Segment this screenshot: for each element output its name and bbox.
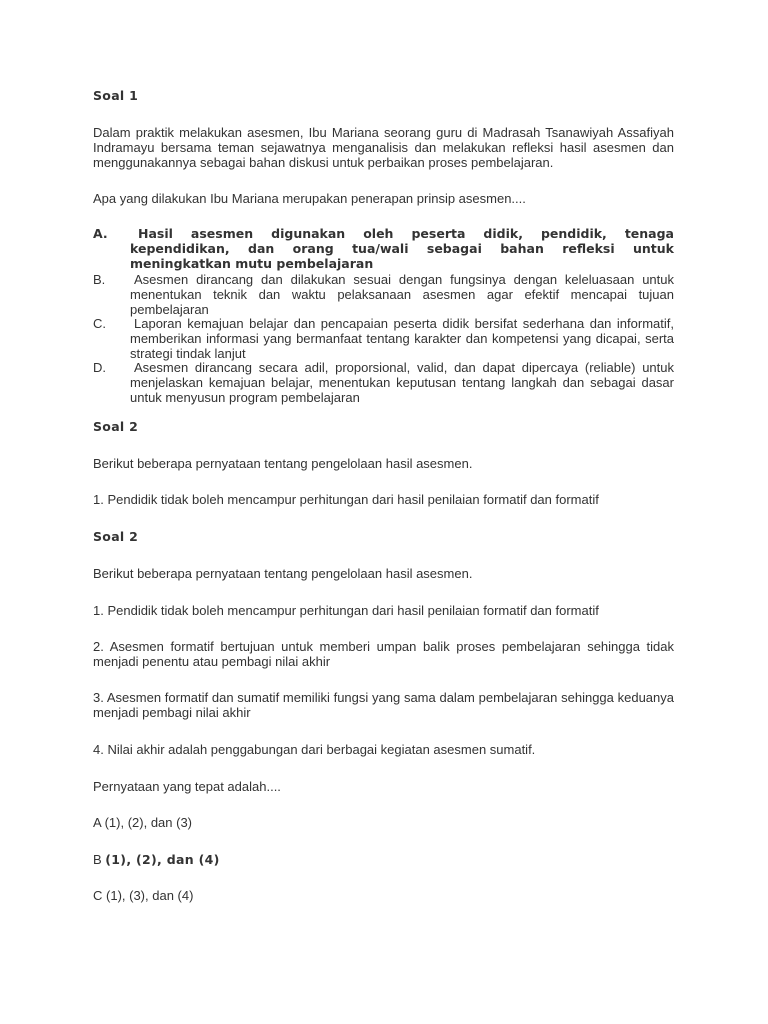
option-text: Asesmen dirancang dan dilakukan sesuai dengan fungsinya dengan keleluasaan untuk menentukan teknik dan waktu pelaksanaan asesmen agar efektif mencapai tujuan pembelajaran — [130, 272, 674, 317]
soal-1-heading: Soal 1 — [93, 88, 139, 103]
answer-text: (1), (2), dan (4) — [105, 852, 220, 867]
soal-1-question: Apa yang dilakukan Ibu Mariana merupakan penerapan prinsip asesmen.... — [93, 191, 526, 206]
soal-2-heading-repeat: Soal 2 — [93, 529, 139, 544]
soal-2-intro-repeat: Berikut beberapa pernyataan tentang pengelolaan hasil asesmen. — [93, 566, 473, 581]
soal-2-heading: Soal 2 — [93, 419, 139, 434]
soal-2-question: Pernyataan yang tepat adalah.... — [93, 779, 281, 794]
soal-2-answer-a — [93, 815, 192, 830]
option-letter: B. — [93, 272, 106, 287]
option-letter: A. — [93, 226, 108, 241]
answer-letter: B — [93, 852, 102, 867]
option-text: Laporan kemajuan belajar dan pencapaian peserta didik bersifat sederhana dan informatif, memberikan informasi yang bermanfaat tentang karakter dan kompetensi yang dicapai, serta strategi tindak lanjut — [130, 316, 674, 361]
soal-1-option-c — [93, 316, 674, 361]
answer-text: (1), (2), dan (3) — [104, 815, 193, 830]
soal-2-statement-4: 4. Nilai akhir adalah penggabungan dari berbagai kegiatan asesmen sumatif. — [93, 742, 536, 757]
soal-2-answer-b — [93, 852, 220, 867]
soal-1-option-a — [93, 226, 674, 271]
option-letter: C. — [93, 316, 106, 331]
option-text: Asesmen dirancang secara adil, proporsional, valid, dan dapat dipercaya (reliable) untuk menjelaskan kemajuan belajar, menentukan keputusan tentang langkah dan sebagai dasar untuk menyusun program pembelajaran — [130, 360, 674, 405]
answer-letter: C — [93, 888, 103, 903]
soal-2-statement-2: 2. Asesmen formatif bertujuan untuk memberi umpan balik proses pembelajaran sehingga tidak menjadi penentu atau pembagi nilai akhir — [93, 639, 674, 669]
answer-text: (1), (3), dan (4) — [106, 888, 194, 903]
soal-1-intro: Dalam praktik melakukan asesmen, Ibu Mariana seorang guru di Madrasah Tsanawiyah Assafiyah Indramayu bersama teman sejawatnya menganalisis dan melakukan refleksi hasil asesmen dan menggunakannya sebagai bahan diskusi untuk perbaikan proses pembelajaran. — [93, 125, 674, 170]
soal-2-intro: Berikut beberapa pernyataan tentang pengelolaan hasil asesmen. — [93, 456, 473, 471]
option-text: Hasil asesmen digunakan oleh peserta didik, pendidik, tenaga kependidikan, dan orang tua/wali sebagai bahan refleksi untuk meningkatkan mutu pembelajaran — [130, 226, 674, 271]
soal-2-statement-1: 1. Pendidik tidak boleh mencampur perhitungan dari hasil penilaian formatif dan formatif — [93, 492, 599, 507]
option-letter: D. — [93, 360, 106, 375]
answer-letter: A — [93, 815, 101, 830]
soal-2-statement-1: 1. Pendidik tidak boleh mencampur perhitungan dari hasil penilaian formatif dan formatif — [93, 603, 599, 618]
soal-1-option-b — [93, 272, 674, 317]
soal-1-option-d — [93, 360, 674, 405]
soal-2-answer-c — [93, 888, 193, 903]
soal-2-statement-3: 3. Asesmen formatif dan sumatif memiliki fungsi yang sama dalam pembelajaran sehingga keduanya menjadi pembagi nilai akhir — [93, 690, 674, 720]
